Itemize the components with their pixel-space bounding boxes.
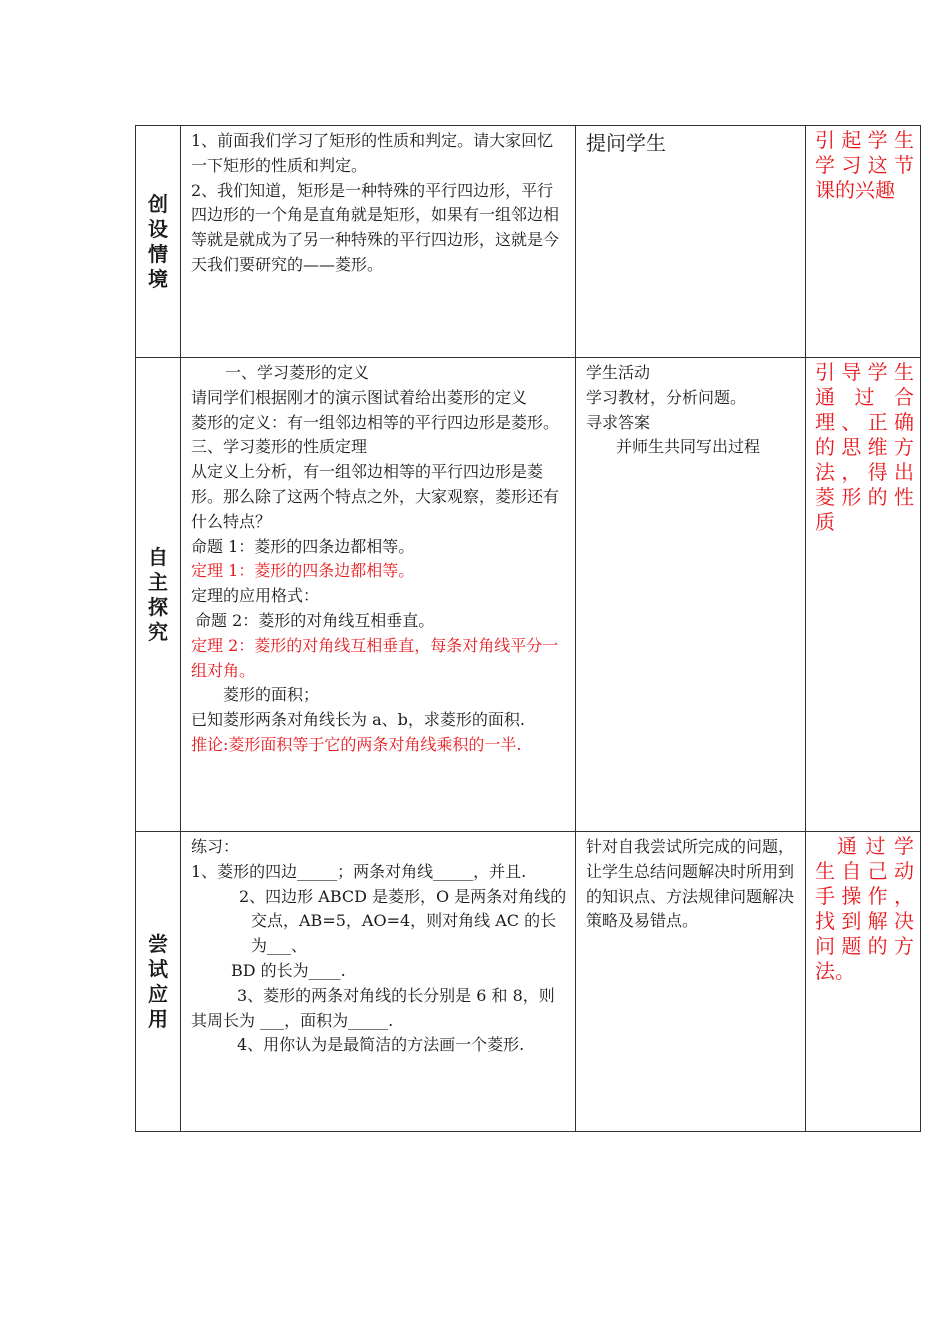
- content-paragraph: 菱形的面积；: [223, 685, 320, 705]
- design-intent-cell: [806, 126, 921, 358]
- content-paragraph: 1、前面我们学习了矩形的性质和判定。请大家回忆一下矩形的性质和判定。: [191, 131, 554, 175]
- content-paragraph: 2、我们知道，矩形是一种特殊的平行四边形，平行四边形的一个角是直角就是矩形，如果有一组邻边相等就是就成为了另一种特殊的平行四边形，这就是今天我们要研究的——菱形。: [191, 180, 560, 274]
- section-label: 自主探究: [148, 544, 168, 644]
- content-paragraph: 定理的应用格式：: [191, 586, 320, 606]
- table-row: [136, 126, 921, 358]
- content-heading: 一、学习菱形的定义: [225, 363, 370, 382]
- content-paragraph: 菱形的定义：有一组邻边相等的平行四边形是菱形。: [191, 412, 560, 432]
- activity-text: 针对自我尝试所完成的问题，让学生总结问题解决时所用到的知识点、方法规律问题解决策略及易错点。: [586, 837, 795, 931]
- activity-text: 并师生共同写出过程: [616, 437, 761, 457]
- section-label-cell: [136, 358, 181, 832]
- section-label: 创设情境: [148, 191, 168, 291]
- exercise-item: 1、菱形的四边_____；两条对角线_____，并且.: [191, 861, 527, 881]
- content-heading: 三、学习菱形的性质定理: [191, 437, 368, 457]
- teaching-content-cell: [181, 126, 576, 358]
- content-paragraph: 命题 1：菱形的四条边都相等。: [191, 536, 415, 556]
- section-label-cell: [136, 126, 181, 358]
- section-label-cell: [136, 832, 181, 1132]
- activity-text: 学生活动: [586, 363, 651, 382]
- exercise-item: 3、菱形的两条对角线的长分别是 6 和 8，则其周长为 ___，面积为_____.: [191, 985, 555, 1030]
- intent-text: 引起学生学习这节课的兴趣: [815, 128, 914, 202]
- activity-text: 学习教材，分析问题。: [586, 387, 747, 407]
- student-activity-cell: [576, 126, 806, 358]
- exercise-item: 4、用你认为是最简洁的方法画一个菱形.: [237, 1035, 525, 1055]
- teaching-content-cell: [181, 832, 576, 1132]
- theorem-text: 定理 1：菱形的四条边都相等。: [191, 561, 415, 581]
- design-intent-cell: [806, 832, 921, 1132]
- table-row: [136, 358, 921, 832]
- activity-text: 寻求答案: [586, 412, 651, 432]
- content-paragraph: 命题 2：菱形的对角线互相垂直。: [195, 610, 435, 630]
- student-activity-cell: [576, 358, 806, 832]
- content-paragraph: 请同学们根据刚才的演示图试着给出菱形的定义: [191, 387, 528, 407]
- teaching-content-cell: [181, 358, 576, 832]
- corollary-text: 推论:菱形面积等于它的两条对角线乘积的一半.: [191, 734, 522, 754]
- design-intent-cell: [806, 358, 921, 832]
- exercise-item: 2、四边形 ABCD 是菱形，O 是两条对角线的交点，AB=5，AO=4，则对角线 AC 的长为___、: [239, 886, 567, 956]
- student-activity-cell: [576, 832, 806, 1132]
- intent-text: 通过学生自己动手操作，找到解决问题的方法。: [815, 834, 914, 983]
- lesson-plan-table: [135, 125, 921, 1132]
- section-label: 尝试应用: [148, 931, 168, 1031]
- activity-text: 提问学生: [586, 131, 666, 155]
- exercise-item: BD 的长为____.: [231, 960, 346, 980]
- table-row: [136, 832, 921, 1132]
- content-paragraph: 已知菱形两条对角线长为 a、b，求菱形的面积.: [191, 710, 525, 730]
- content-paragraph: 从定义上分析，有一组邻边相等的平行四边形是菱形。那么除了这两个特点之外，大家观察，菱形还有什么特点？: [191, 462, 560, 531]
- intent-text: 引导学生通过合理、正确的思维方法，得出菱形的性质: [815, 360, 914, 534]
- content-heading: 练习：: [191, 837, 240, 856]
- theorem-text: 定理 2：菱形的对角线互相垂直，每条对角线平分一组对角。: [191, 635, 559, 680]
